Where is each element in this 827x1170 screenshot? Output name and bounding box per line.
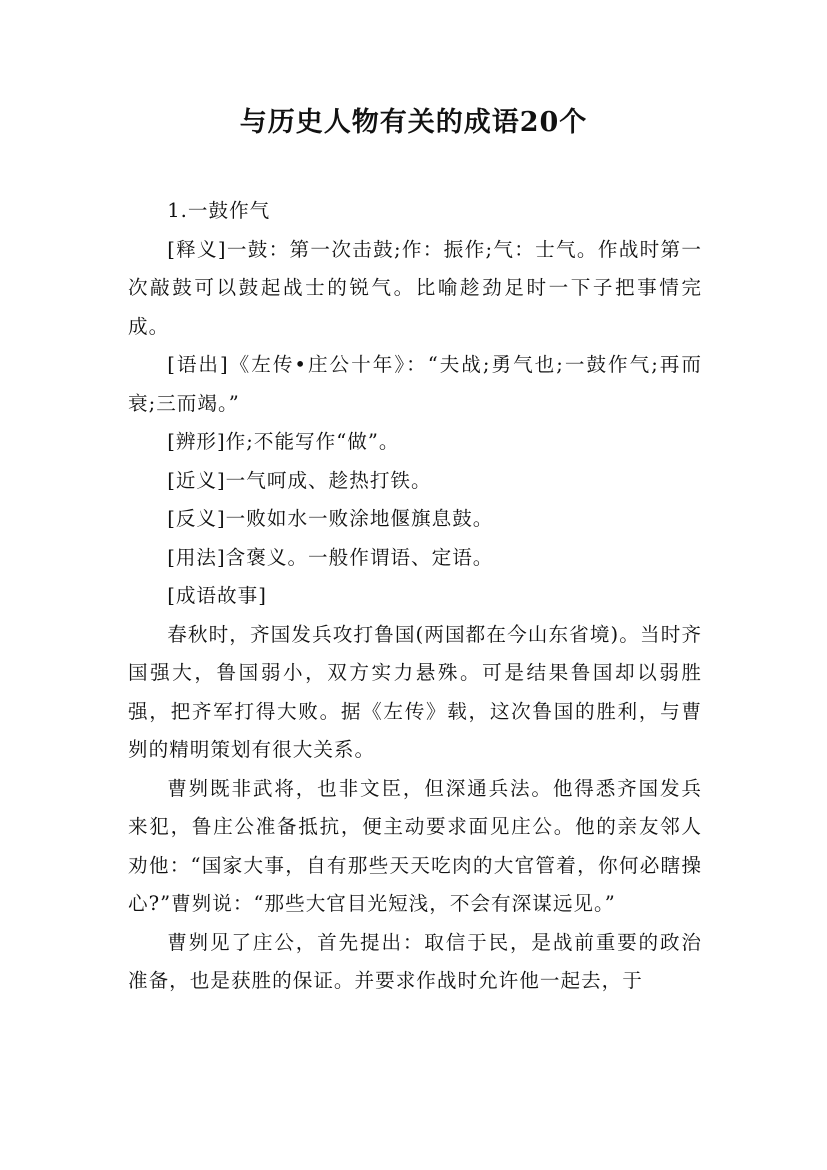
paragraph-story-heading: [成语故事] bbox=[167, 584, 267, 607]
paragraph-story-2: 曹刿既非武将，也非文臣，但深通兵法。他得悉齐国发兵来犯，鲁庄公准备抵抗，便主动要求面见庄公。他的亲友邻人劝他：“国家大事，自有那些天天吃肉的大官管着，你何必瞎操心?”曹刿说：“那些大官目光短浅，不会有深谋远见。” bbox=[128, 776, 702, 915]
paragraph-story-1: 春秋时，齐国发兵攻打鲁国(两国都在今山东省境)。当时齐国强大，鲁国弱小，双方实力悬殊。可是结果鲁国却以弱胜强，把齐军打得大败。据《左传》载，这次鲁国的胜利，与曹刿的精明策划有很大关系。 bbox=[128, 622, 702, 761]
paragraph-antonyms: [反义]一败如水一败涂地偃旗息鼓。 bbox=[167, 507, 494, 530]
document-body bbox=[128, 192, 702, 1001]
paragraph-story-3: 曹刿见了庄公，首先提出：取信于民，是战前重要的政治准备，也是获胜的保证。并要求作战时允许他一起去，于 bbox=[128, 930, 702, 992]
document-title: 与历史人物有关的成语20个 bbox=[239, 107, 588, 138]
paragraph-form: [辨形]作;不能写作“做”。 bbox=[167, 430, 400, 453]
paragraph-synonyms: [近义]一气呵成、趁热打铁。 bbox=[167, 468, 432, 492]
idiom-heading: 1.一鼓作气 bbox=[167, 199, 271, 222]
paragraph-definition: [释义]一鼓：第一次击鼓;作：振作;气：士气。作战时第一次敲鼓可以鼓起战士的锐气。比喻趁劲足时一下子把事情完成。 bbox=[128, 237, 702, 338]
paragraph-usage: [用法]含褒义。一般作谓语、定语。 bbox=[167, 545, 494, 569]
paragraph-source: [语出]《左传•庄公十年》：“夫战;勇气也;一鼓作气;再而衰;三而竭。” bbox=[128, 353, 702, 415]
